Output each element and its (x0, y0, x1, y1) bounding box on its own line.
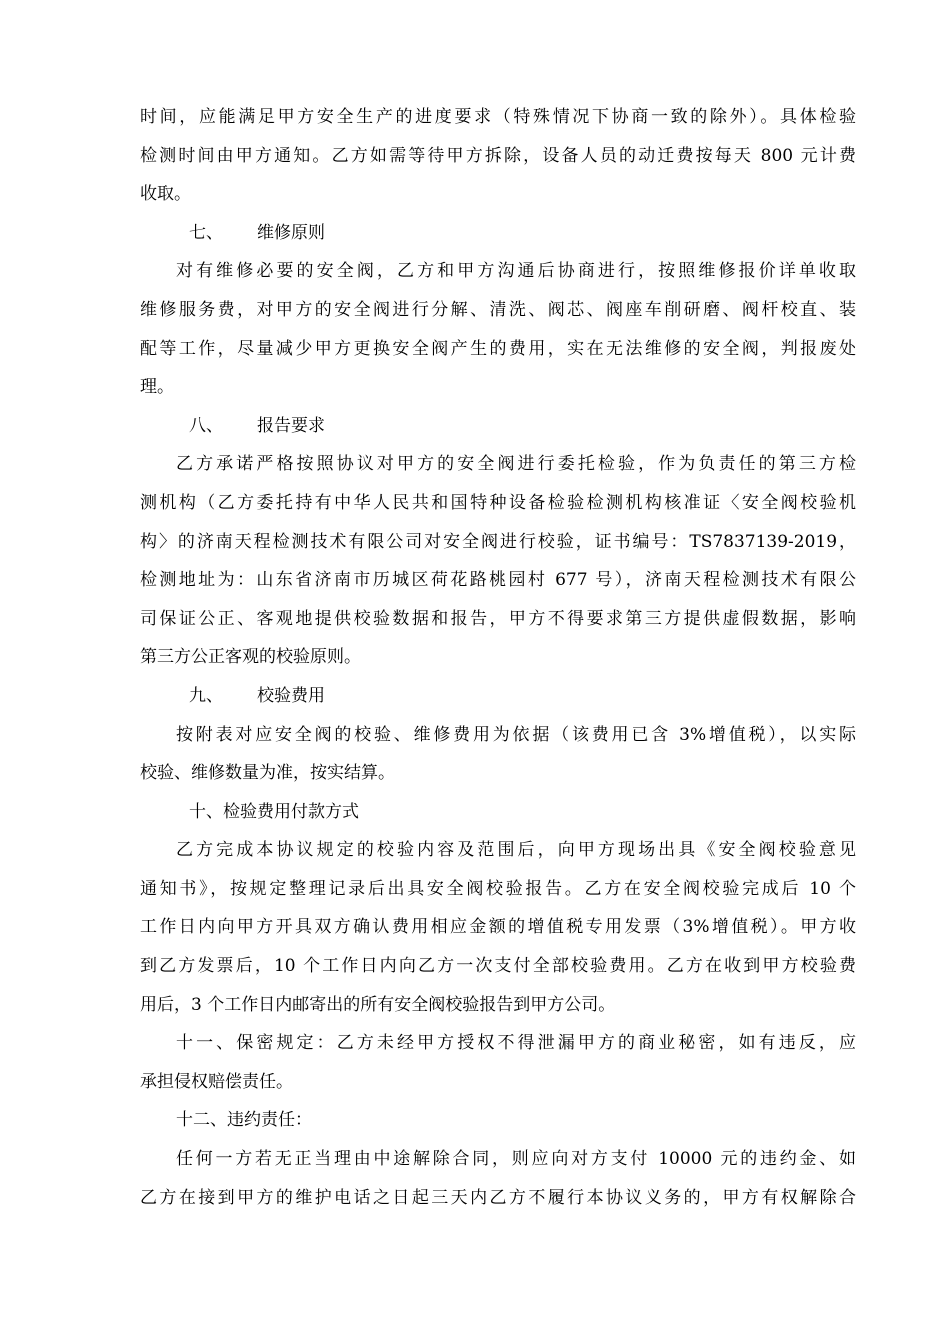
paragraph-line: 第三方公正客观的校验原则。 (140, 647, 361, 668)
paragraph-line: 用后，3 个工作日内邮寄出的所有安全阀校验报告到甲方公司。 (140, 994, 616, 1015)
section-title: 报告要求 (257, 415, 325, 436)
section-heading (140, 214, 856, 253)
paragraph-line: 工作日内向甲方开具双方确认费用相应金额的增值税专用发票（3%增值税）。甲方收 (140, 917, 856, 938)
paragraph-line: 校验、维修数量为准，按实结算。 (140, 763, 395, 784)
paragraph-line: 任何一方若无正当理由中途解除合同，则应向对方支付 10000 元的违约金、如 (176, 1149, 856, 1170)
paragraph-line: 通知书》，按规定整理记录后出具安全阀校验报告。乙方在安全阀校验完成后 10 个 (140, 878, 856, 899)
section-heading: 十、检验费用付款方式 (189, 801, 359, 822)
paragraph-line: 检测地址为：山东省济南市历城区荷花路桃园村 677 号），济南天程检测技术有限公 (140, 570, 856, 591)
paragraph-line: 乙方在接到甲方的维护电话之日起三天内乙方不履行本协议义务的，甲方有权解除合 (140, 1187, 856, 1208)
section-title: 维修原则 (257, 222, 325, 243)
paragraph-line: 检测时间由甲方通知。乙方如需等待甲方拆除，设备人员的动迁费按每天 800 元计费 (140, 145, 856, 166)
section-number: 八、 (189, 415, 223, 436)
paragraph-line: 维修服务费，对甲方的安全阀进行分解、清洗、阀芯、阀座车削研磨、阀杆校直、装 (140, 299, 856, 320)
paragraph-line: 理。 (140, 377, 174, 398)
paragraph-line: 十一、保密规定：乙方未经甲方授权不得泄漏甲方的商业秘密，如有违反，应 (176, 1033, 856, 1054)
paragraph-line: 对有维修必要的安全阀，乙方和甲方沟通后协商进行，按照维修报价详单收取 (176, 261, 856, 282)
paragraph-line: 测机构（乙方委托持有中华人民共和国特种设备检验检测机构核准证〈安全阀校验机 (140, 492, 856, 513)
paragraph-line: 配等工作，尽量减少甲方更换安全阀产生的费用，实在无法维修的安全阀，判报废处 (140, 338, 856, 359)
paragraph-line: 收取。 (140, 184, 191, 205)
section-heading (140, 407, 856, 446)
paragraph-line: 十二、违约责任： (176, 1110, 312, 1131)
paragraph-line: 乙方完成本协议规定的校验内容及范围后，向甲方现场出具《安全阀校验意见 (176, 840, 856, 861)
paragraph-line: 乙方承诺严格按照协议对甲方的安全阀进行委托检验，作为负责任的第三方检 (176, 454, 856, 475)
paragraph-line: 构〉的济南天程检测技术有限公司对安全阀进行校验，证书编号：TS7837139-2019， (140, 531, 856, 552)
section-number: 九、 (189, 685, 223, 706)
section-heading (140, 677, 856, 716)
section-title: 校验费用 (257, 685, 325, 706)
paragraph-line: 到乙方发票后，10 个工作日内向乙方一次支付全部校验费用。乙方在收到甲方校验费 (140, 956, 856, 977)
paragraph-line: 承担侵权赔偿责任。 (140, 1071, 293, 1092)
section-number: 七、 (189, 222, 223, 243)
paragraph-line: 时间，应能满足甲方安全生产的进度要求（特殊情况下协商一致的除外）。具体检验 (140, 107, 856, 127)
paragraph-line: 司保证公正、客观地提供校验数据和报告，甲方不得要求第三方提供虚假数据，影响 (140, 608, 856, 629)
document-body (140, 98, 856, 1217)
paragraph-line: 按附表对应安全阀的校验、维修费用为依据（该费用已含 3%增值税），以实际 (176, 724, 856, 745)
